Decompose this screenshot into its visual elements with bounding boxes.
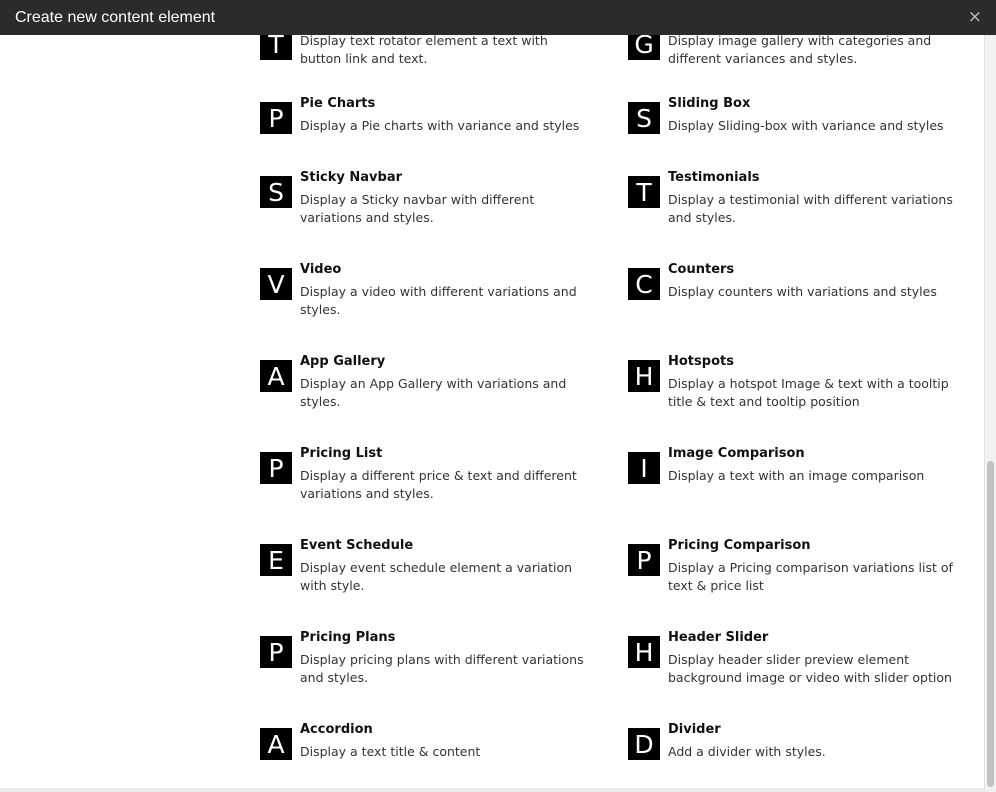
element-item-accordion[interactable]	[260, 722, 590, 761]
element-letter-icon: S	[260, 176, 292, 208]
element-title: App Gallery	[300, 354, 386, 369]
element-description: Add a divider with styles.	[668, 744, 826, 759]
element-title: Header Slider	[668, 630, 769, 645]
element-title: Image Comparison	[668, 446, 805, 461]
element-item-text-rotator[interactable]	[260, 35, 590, 68]
element-description: Display a different price & text and different variations and styles.	[300, 468, 577, 501]
element-letter-icon: V	[260, 268, 292, 300]
element-description: Display a testimonial with different variations and styles.	[668, 192, 953, 225]
element-item-event-schedule[interactable]	[260, 538, 590, 595]
element-letter-icon: T	[628, 176, 660, 208]
element-letter-icon: P	[628, 544, 660, 576]
element-item-counters[interactable]	[628, 262, 958, 301]
element-description: Display a Pricing comparison variations list of text & price list	[668, 560, 953, 593]
element-letter-icon: D	[628, 728, 660, 760]
element-description: Display image gallery with categories and different variances and styles.	[668, 35, 932, 66]
element-description: Display a text with an image comparison	[668, 468, 925, 483]
element-item-pricing-comparison[interactable]	[628, 538, 958, 595]
element-item-image-comparison[interactable]	[628, 446, 958, 485]
element-title: Video	[300, 262, 342, 277]
element-letter-icon: I	[628, 452, 660, 484]
element-letter-icon: P	[260, 636, 292, 668]
element-description: Display a video with different variations and styles.	[300, 284, 577, 317]
element-title: Pie Charts	[300, 96, 376, 111]
element-letter-icon: S	[628, 102, 660, 134]
element-description: Display header slider preview element background image or video with slider option	[668, 652, 952, 685]
element-item-divider[interactable]	[628, 722, 958, 761]
element-item-sticky-navbar[interactable]	[260, 170, 590, 227]
element-letter-icon: P	[260, 452, 292, 484]
element-letter-icon: H	[628, 636, 660, 668]
element-title: Hotspots	[668, 354, 734, 369]
element-item-header-slider[interactable]	[628, 630, 958, 687]
element-description: Display event schedule element a variation with style.	[300, 560, 573, 593]
element-title: Sticky Navbar	[300, 170, 403, 185]
element-title: Divider	[668, 722, 721, 737]
element-item-hotspots[interactable]	[628, 354, 958, 411]
element-description: Display a Sticky navbar with different variations and styles.	[300, 192, 535, 225]
element-title: Pricing Comparison	[668, 538, 811, 553]
element-item-pie-charts[interactable]	[260, 96, 590, 135]
element-description: Display an App Gallery with variations and styles.	[300, 376, 567, 409]
element-item-app-gallery[interactable]	[260, 354, 590, 411]
element-description: Display pricing plans with different variations and styles.	[300, 652, 584, 685]
element-title: Event Schedule	[300, 538, 414, 553]
element-description: Display Sliding-box with variance and styles	[668, 118, 944, 133]
element-description: Display a hotspot Image & text with a tooltip title & text and tooltip position	[668, 376, 949, 409]
element-letter-icon: C	[628, 268, 660, 300]
element-title: Sliding Box	[668, 96, 751, 111]
element-item-pricing-list[interactable]	[260, 446, 590, 503]
element-item-image-gallery[interactable]	[628, 35, 958, 68]
dialog-title: Create new content element	[15, 8, 216, 26]
element-letter-icon: H	[628, 360, 660, 392]
element-title: Pricing List	[300, 446, 383, 461]
element-description: Display a Pie charts with variance and styles	[300, 118, 580, 133]
element-letter-icon: T	[260, 35, 292, 60]
element-description: Display a text title & content	[300, 744, 481, 759]
close-icon[interactable]: ×	[967, 7, 982, 27]
vertical-scrollbar[interactable]	[984, 35, 996, 792]
element-description: Display counters with variations and styles	[668, 284, 937, 299]
dialog-titlebar	[0, 0, 996, 35]
element-item-testimonials[interactable]	[628, 170, 958, 227]
elements-list	[0, 35, 984, 792]
element-title: Counters	[668, 262, 735, 277]
scrollbar-thumb[interactable]	[987, 461, 994, 787]
element-title: Testimonials	[668, 170, 760, 185]
dialog-bottom-edge	[0, 788, 984, 792]
element-letter-icon: A	[260, 360, 292, 392]
element-item-sliding-box[interactable]	[628, 96, 958, 135]
element-item-video[interactable]	[260, 262, 590, 319]
element-letter-icon: A	[260, 728, 292, 760]
element-item-pricing-plans[interactable]	[260, 630, 590, 687]
element-description: Display text rotator element a text with button link and text.	[300, 35, 548, 66]
element-letter-icon: E	[260, 544, 292, 576]
element-letter-icon: G	[628, 35, 660, 60]
element-title: Pricing Plans	[300, 630, 396, 645]
element-title: Accordion	[300, 722, 373, 737]
element-letter-icon: P	[260, 102, 292, 134]
